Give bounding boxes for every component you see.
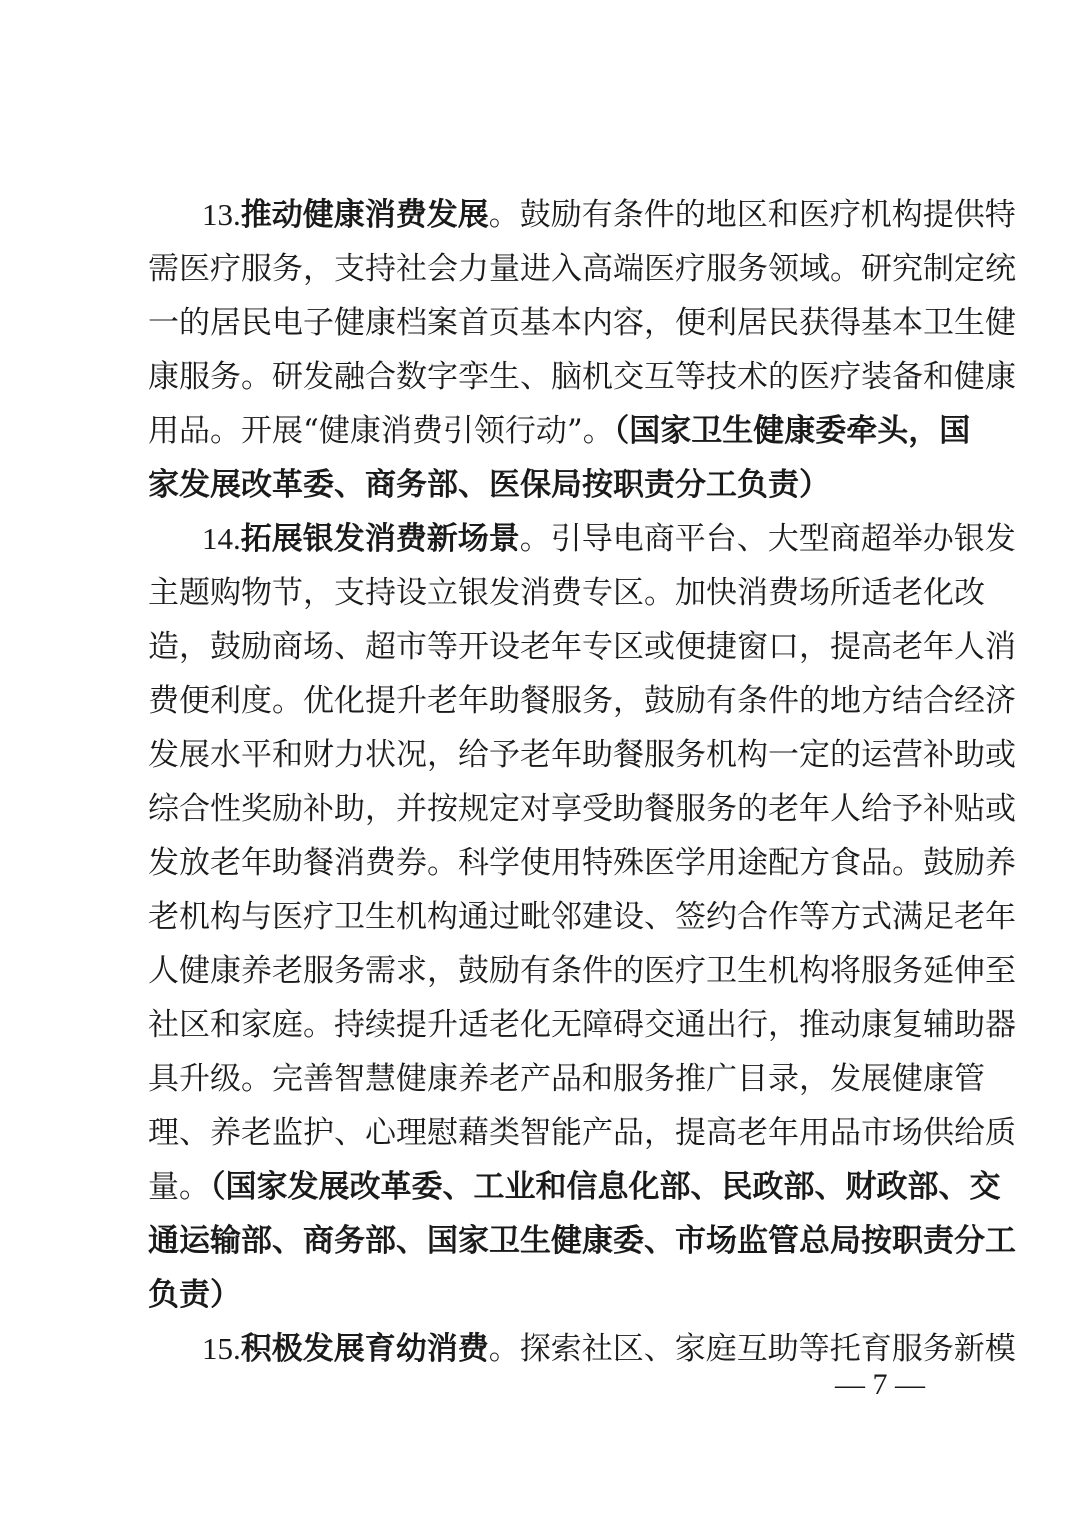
paragraph-14-line-13 xyxy=(148,1167,1001,1207)
paragraph-13-heading: 推动健康消费发展 xyxy=(240,197,489,233)
paragraph-13-line-2: 需医疗服务，支持社会力量进入高端医疗服务领域。研究制定统 xyxy=(148,251,1016,287)
paragraph-15-line-1 xyxy=(202,1329,1016,1369)
paragraph-14-line-3: 造，鼓励商场、超市等开设老年专区或便捷窗口，提高老年人消 xyxy=(148,629,1016,665)
paragraph-14-line-1 xyxy=(202,519,1016,559)
paragraph-14-line-6: 综合性奖励补助，并按规定对享受助餐服务的老年人给予补贴或 xyxy=(148,791,1016,827)
paragraph-13-line-6: 家发展改革委、商务部、医保局按职责分工负责） xyxy=(148,467,830,503)
paragraph-14-line-15: 负责） xyxy=(148,1277,241,1313)
paragraph-13-line-4: 康服务。研发融合数字孪生、脑机交互等技术的医疗装备和健康 xyxy=(148,359,1016,395)
paragraph-14-responsibility-note: （国家发展改革委、工业和信息化部、民政部、财政部、交 xyxy=(210,1169,1001,1205)
paragraph-14-line-12: 理、养老监护、心理慰藉类智能产品，提高老年用品市场供给质 xyxy=(148,1115,1016,1151)
paragraph-15-heading: 积极发展育幼消费 xyxy=(240,1331,489,1367)
paragraph-14-number: 14. xyxy=(202,521,241,556)
paragraph-13-number: 13. xyxy=(202,197,241,232)
paragraph-14-line-5: 发展水平和财力状况，给予老年助餐服务机构一定的运营补助或 xyxy=(148,737,1016,773)
paragraph-14-line-10: 社区和家庭。持续提升适老化无障碍交通出行，推动康复辅助器 xyxy=(148,1007,1016,1043)
paragraph-14-line-14: 通运输部、商务部、国家卫生健康委、市场监管总局按职责分工 xyxy=(148,1223,1016,1259)
paragraph-13-responsibility-note: （国家卫生健康委牵头，国 xyxy=(613,413,971,449)
paragraph-13-line-5 xyxy=(148,411,971,451)
paragraph-14-line-11: 具升级。完善智慧健康养老产品和服务推广目录，发展健康管 xyxy=(148,1061,985,1097)
paragraph-13-text: 用品。开展“健康消费引领行动”。 xyxy=(148,413,614,449)
paragraph-14-line-7: 发放老年助餐消费券。科学使用特殊医学用途配方食品。鼓励养 xyxy=(148,845,1016,881)
paragraph-13-line-1 xyxy=(202,195,1016,235)
paragraph-14-line-8: 老机构与医疗卫生机构通过毗邻建设、签约合作等方式满足老年 xyxy=(148,899,1016,935)
paragraph-13-line-3: 一的居民电子健康档案首页基本内容，便利居民获得基本卫生健 xyxy=(148,305,1016,341)
paragraph-14-heading: 拓展银发消费新场景 xyxy=(240,521,520,557)
paragraph-14-line-9: 人健康养老服务需求，鼓励有条件的医疗卫生机构将服务延伸至 xyxy=(148,953,1016,989)
paragraph-14-text: 量。 xyxy=(148,1169,210,1205)
paragraph-14-text: 。引导电商平台、大型商超举办银发 xyxy=(519,521,1016,557)
paragraph-13-text: 。鼓励有条件的地区和医疗机构提供特 xyxy=(488,197,1016,233)
paragraph-14-line-4: 费便利度。优化提升老年助餐服务，鼓励有条件的地方结合经济 xyxy=(148,683,1016,719)
paragraph-14-line-2: 主题购物节，支持设立银发消费专区。加快消费场所适老化改 xyxy=(148,575,985,611)
paragraph-15-number: 15. xyxy=(202,1331,241,1366)
paragraph-15-text: 。探索社区、家庭互助等托育服务新模 xyxy=(488,1331,1016,1367)
page-number: — 7 — xyxy=(835,1368,925,1401)
